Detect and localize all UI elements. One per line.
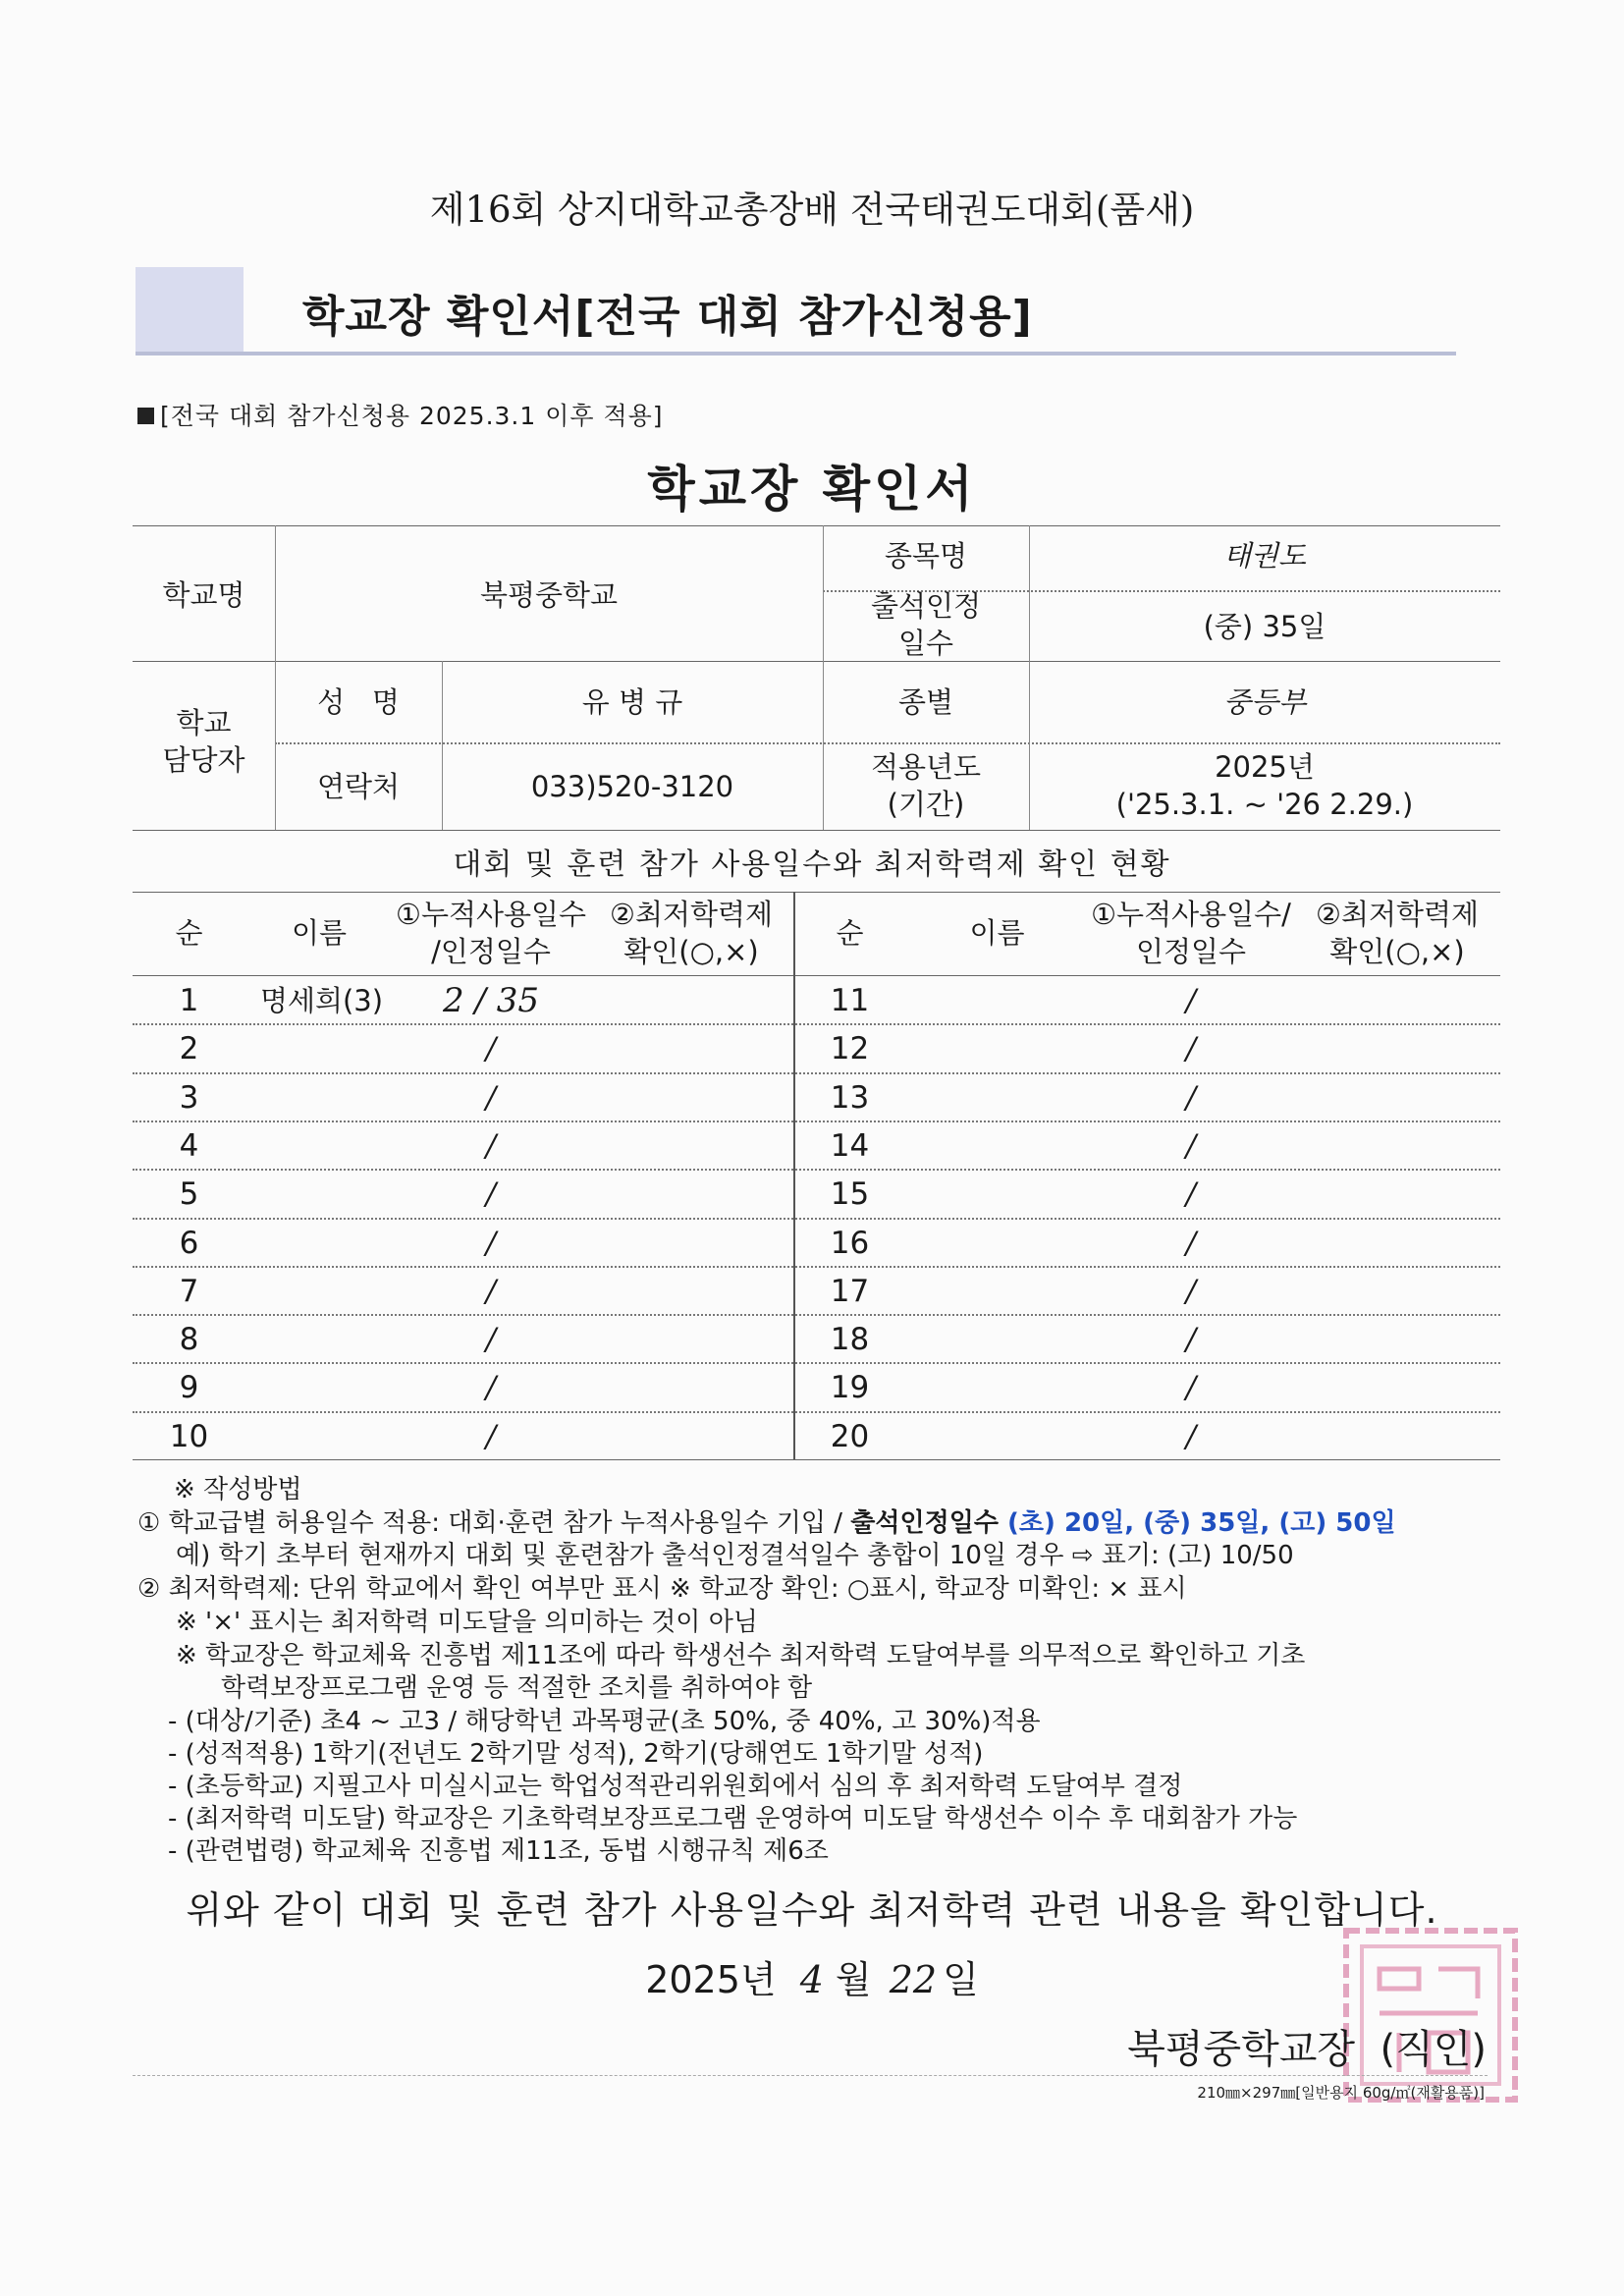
- row-days: /: [485, 1322, 497, 1358]
- col-name-left: 이름: [291, 916, 348, 950]
- row-days: /: [485, 1370, 497, 1406]
- document-title: 학교장 확인서: [647, 461, 977, 518]
- school-name: 북평중학교: [479, 578, 619, 612]
- row-no: 7: [179, 1273, 199, 1309]
- note-2-b1: ※ 학교장은 학교체육 진흥법 제11조에 따라 학생선수 최저학력 도달여부를 의무적으로 확인하고 기초: [176, 1641, 1306, 1670]
- col-no-right: 순: [836, 916, 864, 950]
- row-divider: [133, 1314, 1500, 1316]
- row-no: 1: [179, 983, 199, 1018]
- row-no: 13: [830, 1079, 870, 1116]
- event-value: 태권도: [1222, 539, 1307, 573]
- attend-label-line1: 출석인정: [870, 589, 982, 623]
- col-grade-left: [589, 896, 793, 970]
- name-label: 성 명: [317, 685, 400, 719]
- row-days: /: [485, 1273, 497, 1309]
- row-name: 명세희(3): [259, 984, 384, 1017]
- year-value-line1: 2025년: [1215, 750, 1315, 784]
- row-days: /: [1185, 1322, 1197, 1358]
- row-no: 19: [830, 1370, 870, 1406]
- row-no: 2: [179, 1031, 199, 1067]
- row-days: /: [1185, 1370, 1197, 1406]
- row-days: /: [485, 1127, 497, 1164]
- note-2-b2: 학력보장프로그램 운영 등 적절한 조치를 취하여야 함: [221, 1673, 813, 1703]
- notes-heading: ※ 작성방법: [174, 1475, 302, 1504]
- col-days-right-line2: 인정일수: [1135, 935, 1247, 968]
- col-no-left: 순: [175, 916, 203, 950]
- row-no: 17: [830, 1273, 870, 1309]
- col-days-left-line1: ①누적사용일수: [395, 898, 587, 931]
- detail-5: - (관련법령) 학교체육 진흥법 제11조, 동법 시행규칙 제6조: [168, 1836, 829, 1866]
- status-title: 대회 및 훈련 참가 사용일수와 최저학력제 확인 현황: [453, 847, 1171, 882]
- row-no: 18: [830, 1322, 870, 1358]
- row-days: /: [1185, 1079, 1197, 1116]
- phone-label: 연락처: [316, 770, 401, 803]
- status-top-border: [133, 892, 1500, 893]
- row-no: 12: [830, 1031, 870, 1067]
- note-1-example: 예) 학기 초부터 현재까지 대회 및 훈련참가 출석인정결석일수 총합이 10일 경우 ⇨ 표기: (고) 10/50: [176, 1541, 1294, 1570]
- row-divider: [133, 1459, 1500, 1460]
- info-bottom-border: [133, 830, 1500, 831]
- info-divider: [275, 742, 1500, 744]
- event-label: 종목명: [884, 539, 968, 573]
- info-divider: [133, 661, 1500, 662]
- name-value: 유 병 규: [581, 685, 683, 719]
- row-divider: [133, 1023, 1500, 1025]
- division-label: 종별: [897, 685, 954, 719]
- date-day-unit: 일: [943, 1958, 979, 2001]
- row-no: 15: [830, 1176, 870, 1213]
- row-days: /: [1185, 1273, 1197, 1309]
- banner-accent: [135, 267, 244, 352]
- attend-value: (중) 35일: [1203, 610, 1326, 643]
- banner-title: 학교장 확인서[전국 대회 참가신청용]: [302, 292, 1033, 342]
- col-days-left: [393, 896, 589, 970]
- row-days: /: [485, 1418, 497, 1454]
- col-grade-right-line2: 확인(○,×): [1329, 935, 1465, 968]
- row-days: /: [485, 1031, 497, 1067]
- phone-value: 033)520-3120: [530, 770, 734, 803]
- row-days: 2 / 35: [443, 981, 539, 1020]
- col-name-right: 이름: [969, 916, 1025, 950]
- row-divider: [133, 1362, 1500, 1364]
- col-days-left-line2: /인정일수: [431, 935, 551, 968]
- detail-2: - (성적적용) 1학기(전년도 2학기말 성적), 2학기(당해연도 1학기말 성적): [168, 1739, 984, 1769]
- col-grade-left-line2: 확인(○,×): [623, 935, 759, 968]
- row-days: /: [1185, 1031, 1197, 1067]
- row-days: /: [1185, 1127, 1197, 1164]
- row-days: /: [1185, 983, 1197, 1018]
- row-no: 20: [830, 1418, 870, 1454]
- col-days-right-line1: ①누적사용일수/: [1091, 898, 1291, 931]
- row-days: /: [1185, 1225, 1197, 1261]
- row-days: /: [1185, 1418, 1197, 1454]
- row-no: 5: [179, 1176, 199, 1213]
- row-no: 14: [830, 1127, 870, 1164]
- applied-note-text: [전국 대회 참가신청용 2025.3.1 이후 적용]: [160, 402, 664, 430]
- row-days: /: [485, 1225, 497, 1261]
- row-no: 3: [179, 1079, 199, 1116]
- paper-spec-note: 210㎜×297㎜[일반용지 60g/㎡(재활용품)]: [1197, 2084, 1485, 2102]
- row-no: 10: [169, 1418, 209, 1454]
- row-divider: [133, 1169, 1500, 1171]
- row-no: 6: [179, 1225, 199, 1261]
- attend-label-line2: 일수: [897, 627, 954, 660]
- row-days: /: [1185, 1176, 1197, 1213]
- row-no: 9: [179, 1370, 199, 1406]
- signer: 북평중학교장 (직인): [1127, 2027, 1487, 2072]
- official-seal-stamp: [1340, 1925, 1521, 2106]
- row-days: /: [485, 1079, 497, 1116]
- row-days: /: [485, 1176, 497, 1213]
- detail-3: - (초등학교) 지필고사 미실시교는 학업성적관리위원회에서 심의 후 최저학력 도달여부 결정: [168, 1772, 1183, 1801]
- date-day: 22: [889, 1958, 938, 2001]
- school-label: 학교명: [162, 578, 245, 612]
- contact-label-line2: 담당자: [162, 743, 245, 777]
- year-value: [1029, 748, 1500, 823]
- row-no: 4: [179, 1127, 199, 1164]
- year-label: [823, 748, 1029, 823]
- detail-4: - (최저학력 미도달) 학교장은 기초학력보장프로그램 운영하여 미도달 학생선수 이수 후 대회참가 가능: [168, 1804, 1298, 1833]
- year-value-line2: ('25.3.1. ~ '26 2.29.): [1115, 788, 1414, 821]
- division-value: 중등부: [1222, 685, 1307, 719]
- contact-label: [133, 704, 275, 779]
- bottom-rule: [133, 2075, 1488, 2076]
- year-label-line1: 적용년도: [870, 750, 982, 784]
- info-top-border: [133, 525, 1500, 526]
- status-header-border: [133, 975, 1500, 976]
- note-2-a: ※ '×' 표시는 최저학력 미도달을 의미하는 것이 아님: [176, 1608, 758, 1637]
- row-divider: [133, 1121, 1500, 1122]
- square-bullet-icon: [137, 408, 154, 424]
- date-month-unit: 월: [835, 1958, 872, 2001]
- contest-title: 제16회 상지대학교총장배 전국태권도대회(품새): [429, 189, 1195, 231]
- row-divider: [133, 1218, 1500, 1220]
- note-1-bold: 출석인정일수: [850, 1508, 999, 1538]
- note-2: ② 최저학력제: 단위 학교에서 확인 여부만 표시 ※ 학교장 확인: ○표시, 학교장 미확인: × 표시: [137, 1574, 1187, 1604]
- attend-label: [823, 587, 1029, 662]
- confirm-statement: 위와 같이 대회 및 훈련 참가 사용일수와 최저학력 관련 내용을 확인합니다.: [186, 1888, 1438, 1932]
- col-grade-right: [1294, 896, 1500, 970]
- note-1-text: ① 학교급별 허용일수 적용: 대회·훈련 참가 누적사용일수 기입 /: [137, 1508, 851, 1538]
- applied-note: [137, 397, 664, 432]
- col-days-right: [1088, 896, 1294, 970]
- year-label-line2: (기간): [887, 788, 965, 821]
- title-banner: [135, 267, 1456, 355]
- row-no: 8: [179, 1322, 199, 1358]
- row-no: 11: [830, 983, 870, 1018]
- contact-label-line1: 학교: [176, 706, 232, 739]
- row-no: 16: [830, 1225, 870, 1261]
- detail-1: - (대상/기준) 초4 ~ 고3 / 해당학년 과목평균(초 50%, 중 40%, 고 30%)적용: [168, 1707, 1041, 1736]
- row-divider: [133, 1266, 1500, 1268]
- date-month: 4: [799, 1958, 824, 2001]
- row-divider: [133, 1072, 1500, 1074]
- col-grade-left-line1: ②최저학력제: [609, 898, 774, 931]
- date-year: 2025년: [645, 1958, 777, 2001]
- col-grade-right-line1: ②최저학력제: [1315, 898, 1480, 931]
- row-divider: [133, 1411, 1500, 1413]
- note-1-days: (초) 20일, (중) 35일, (고) 50일: [998, 1508, 1396, 1538]
- note-1: [137, 1506, 1396, 1540]
